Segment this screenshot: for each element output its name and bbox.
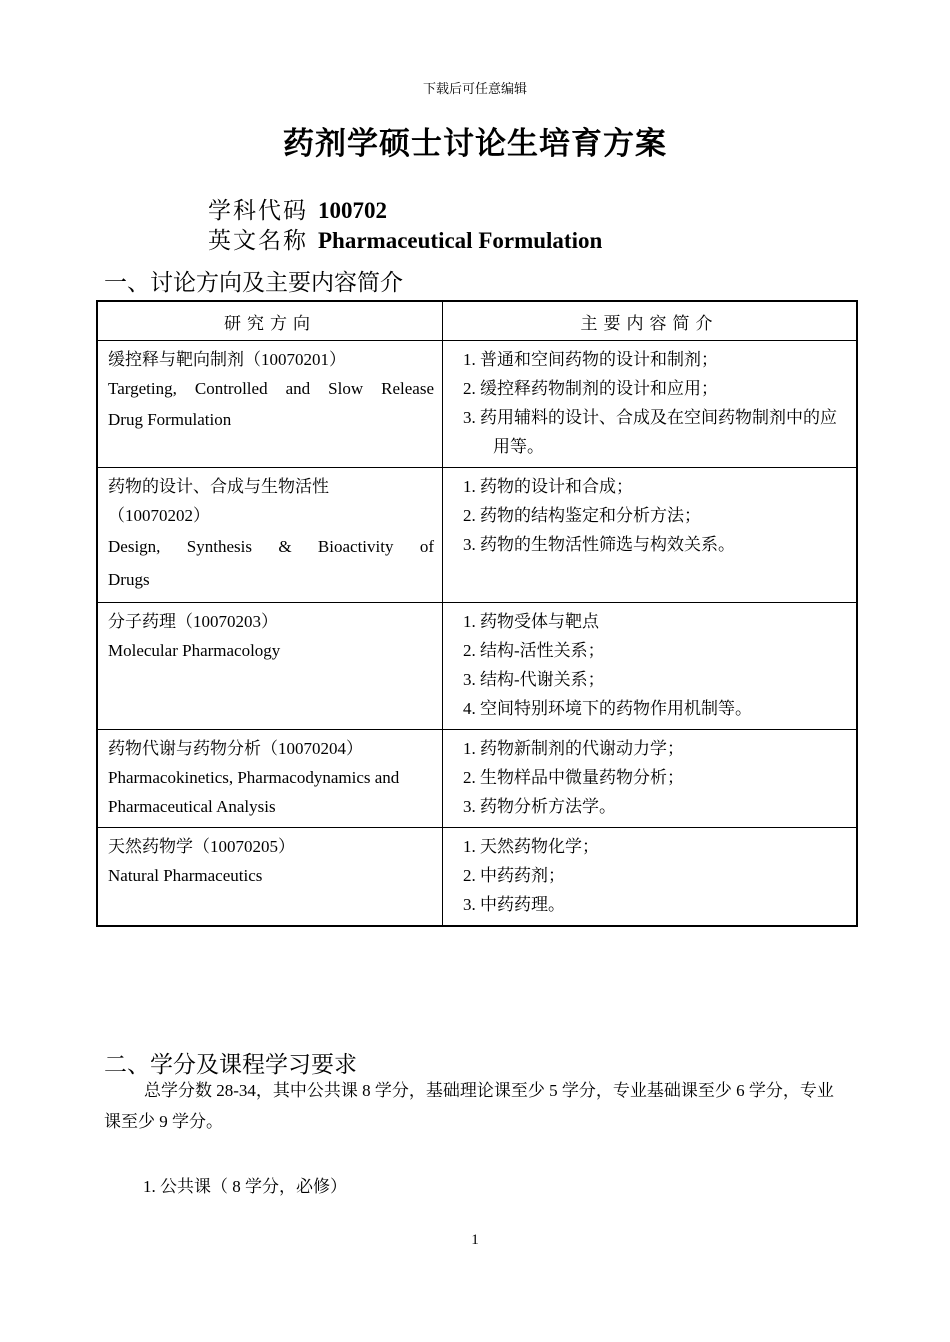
- header-content: 主要内容简介: [443, 301, 858, 341]
- content-cell: [443, 468, 858, 603]
- content-cell: [443, 341, 858, 468]
- list-item: 1. 普通和空间药物的设计和制剂；: [463, 350, 718, 369]
- direction-en: Molecular Pharmacology: [108, 641, 281, 660]
- list-item: 2. 药物的结构鉴定和分析方法；: [463, 506, 701, 525]
- english-name-row: [208, 222, 602, 255]
- section1-heading: 一、讨论方向及主要内容简介: [104, 270, 403, 296]
- table-row: [97, 828, 857, 927]
- credits-paragraph: 总学分数 28-34，其中公共课 8 学分，基础理论课至少 5 学分，专业基础课至少 6 学分，专业课至少 9 学分。: [104, 1081, 834, 1131]
- list-item: 2. 生物样品中微量药物分析；: [463, 768, 684, 787]
- list-item: 3. 药物的生物活性筛选与构效关系。: [463, 535, 735, 554]
- list-item: 2. 结构-活性关系；: [463, 641, 605, 660]
- content-list: [463, 607, 846, 723]
- content-list: [463, 832, 846, 919]
- table-row: [97, 341, 857, 468]
- list-item: 1. 天然药物化学；: [463, 837, 599, 856]
- table-row: [97, 468, 857, 603]
- list-item: 3. 结构-代谢关系；: [463, 670, 605, 689]
- direction-cell: [97, 603, 443, 730]
- list-item: 3. 中药药理。: [463, 895, 565, 914]
- direction-cn: 分子药理（10070203）: [108, 612, 278, 631]
- table-row: [97, 603, 857, 730]
- list-item: 3. 药用辅料的设计、合成及在空间药物制剂中的应用等。: [463, 408, 837, 456]
- direction-cell: [97, 341, 443, 468]
- table-row: [97, 730, 857, 828]
- direction-cell: [97, 468, 443, 603]
- list-item: 1. 药物受体与靶点: [463, 612, 599, 631]
- direction-code: （10070202）: [108, 506, 210, 525]
- header-note: 下载后可任意编辑: [422, 81, 527, 96]
- direction-cn: 缓控释与靶向制剂（10070201）: [108, 350, 346, 369]
- direction-cn: 药物的设计、合成与生物活性: [108, 477, 329, 496]
- content-cell: [443, 603, 858, 730]
- content-list: [463, 472, 846, 559]
- list-item: 1. 药物新制剂的代谢动力学；: [463, 739, 684, 758]
- subject-code-row: [208, 192, 387, 225]
- list-item: 2. 缓控释药物制剂的设计和应用；: [463, 379, 718, 398]
- list-item: 2. 中药药剂；: [463, 866, 565, 885]
- content-cell: [443, 730, 858, 828]
- content-list: [463, 734, 846, 821]
- direction-cell: [97, 828, 443, 927]
- direction-cn: 天然药物学（10070205）: [108, 837, 295, 856]
- direction-en-cont: Drug Formulation: [108, 410, 232, 429]
- content-list: [463, 345, 846, 461]
- section2-heading: 二、学分及课程学习要求: [104, 1052, 357, 1078]
- document-title: 药剂学硕士讨论生培育方案: [283, 126, 667, 162]
- list-item: 4. 空间特别环境下的药物作用机制等。: [463, 699, 752, 718]
- public-course-subheading: 1. 公共课（ 8 学分，必修）: [143, 1177, 347, 1196]
- direction-cell: [97, 730, 443, 828]
- english-name-value: Pharmaceutical Formulation: [318, 228, 603, 253]
- header-direction: 研究方向: [97, 301, 443, 341]
- subject-code-label: 学科代码: [208, 198, 308, 224]
- direction-en: Natural Pharmaceutics: [108, 866, 263, 885]
- direction-cn: 药物代谢与药物分析（10070204）: [108, 739, 363, 758]
- list-item: 3. 药物分析方法学。: [463, 797, 616, 816]
- direction-en: Targeting, Controlled and Slow Release: [108, 379, 434, 398]
- page-number: 1: [471, 1232, 479, 1248]
- direction-en: Design, Synthesis & Bioactivity of: [108, 537, 434, 556]
- direction-en-cont: Drugs: [108, 570, 150, 589]
- list-item: 1. 药物的设计和合成；: [463, 477, 633, 496]
- table-header-row: [97, 301, 857, 341]
- subject-code-value: 100702: [318, 198, 387, 223]
- direction-en: Pharmacokinetics, Pharmacodynamics and Pharmaceutical Analysis: [108, 768, 400, 816]
- research-directions-table: [96, 300, 858, 927]
- content-cell: [443, 828, 858, 927]
- english-name-label: 英文名称: [208, 228, 308, 254]
